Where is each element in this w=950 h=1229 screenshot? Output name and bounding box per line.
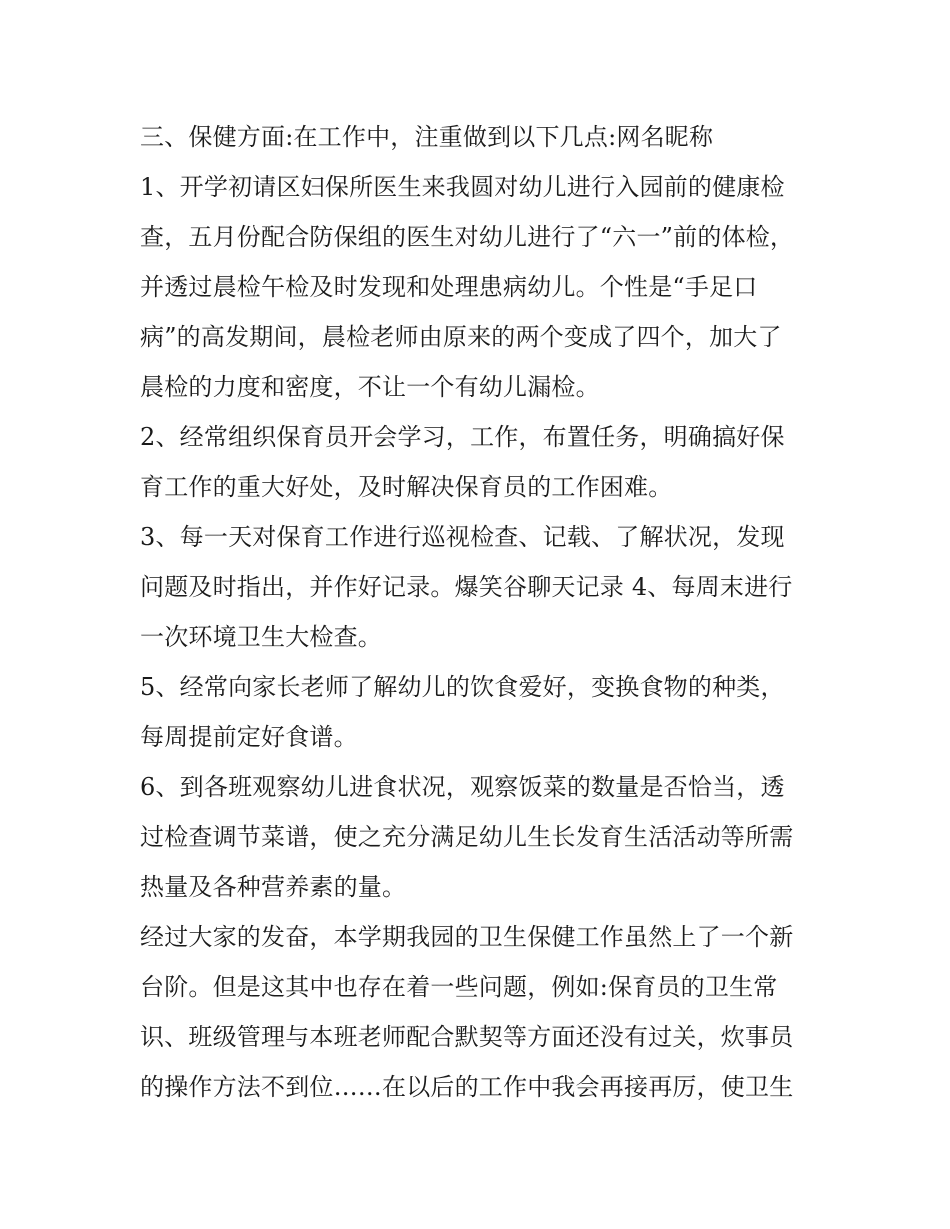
text-line: 问题及时指出，并作好记录。爆笑谷聊天记录 4、每周末进行 <box>140 573 793 601</box>
text-line: 6、到各班观察幼儿进食状况，观察饭菜的数量是否恰当，透 <box>140 773 785 801</box>
text-line: 经过大家的发奋，本学期我园的卫生保健工作虽然上了一个新 <box>140 923 794 951</box>
text-line: 1、开学初请区妇保所医生来我圆对幼儿进行入园前的健康检 <box>140 173 785 201</box>
text-line: 病”的高发期间，晨检老师由原来的两个变成了四个，加大了 <box>140 323 782 351</box>
text-line: 的操作方法不到位……在以后的工作中我会再接再厉，使卫生 <box>140 1073 794 1101</box>
text-line: 识、班级管理与本班老师配合默契等方面还没有过关，炊事员 <box>140 1023 794 1051</box>
text-line: 晨检的力度和密度，不让一个有幼儿漏检。 <box>140 373 600 401</box>
text-line: 台阶。但是这其中也存在着一些问题，例如:保育员的卫生常 <box>140 973 778 1001</box>
text-line: 查，五月份配合防保组的医生对幼儿进行了“六一”前的体检， <box>140 223 795 251</box>
document-body <box>140 112 820 1112</box>
text-line: 育工作的重大好处，及时解决保育员的工作困难。 <box>140 473 673 501</box>
text-line: 2、经常组织保育员开会学习，工作，布置任务，明确搞好保 <box>140 423 785 451</box>
text-line: 过检查调节菜谱，使之充分满足幼儿生长发育生活活动等所需 <box>140 823 794 851</box>
text-line: 热量及各种营养素的量。 <box>140 873 407 901</box>
text-line: 并透过晨检午检及时发现和处理患病幼儿。个性是“手足口 <box>140 273 758 301</box>
section-heading: 三、保健方面:在工作中，注重做到以下几点:网名昵称 <box>140 123 714 151</box>
text-line: 5、经常向家长老师了解幼儿的饮食爱好，变换食物的种类， <box>140 673 785 701</box>
text-line: 每周提前定好食谱。 <box>140 723 358 751</box>
text-line: 一次环境卫生大检查。 <box>140 623 382 651</box>
text-line: 3、每一天对保育工作进行巡视检查、记载、了解状况，发现 <box>140 523 785 551</box>
